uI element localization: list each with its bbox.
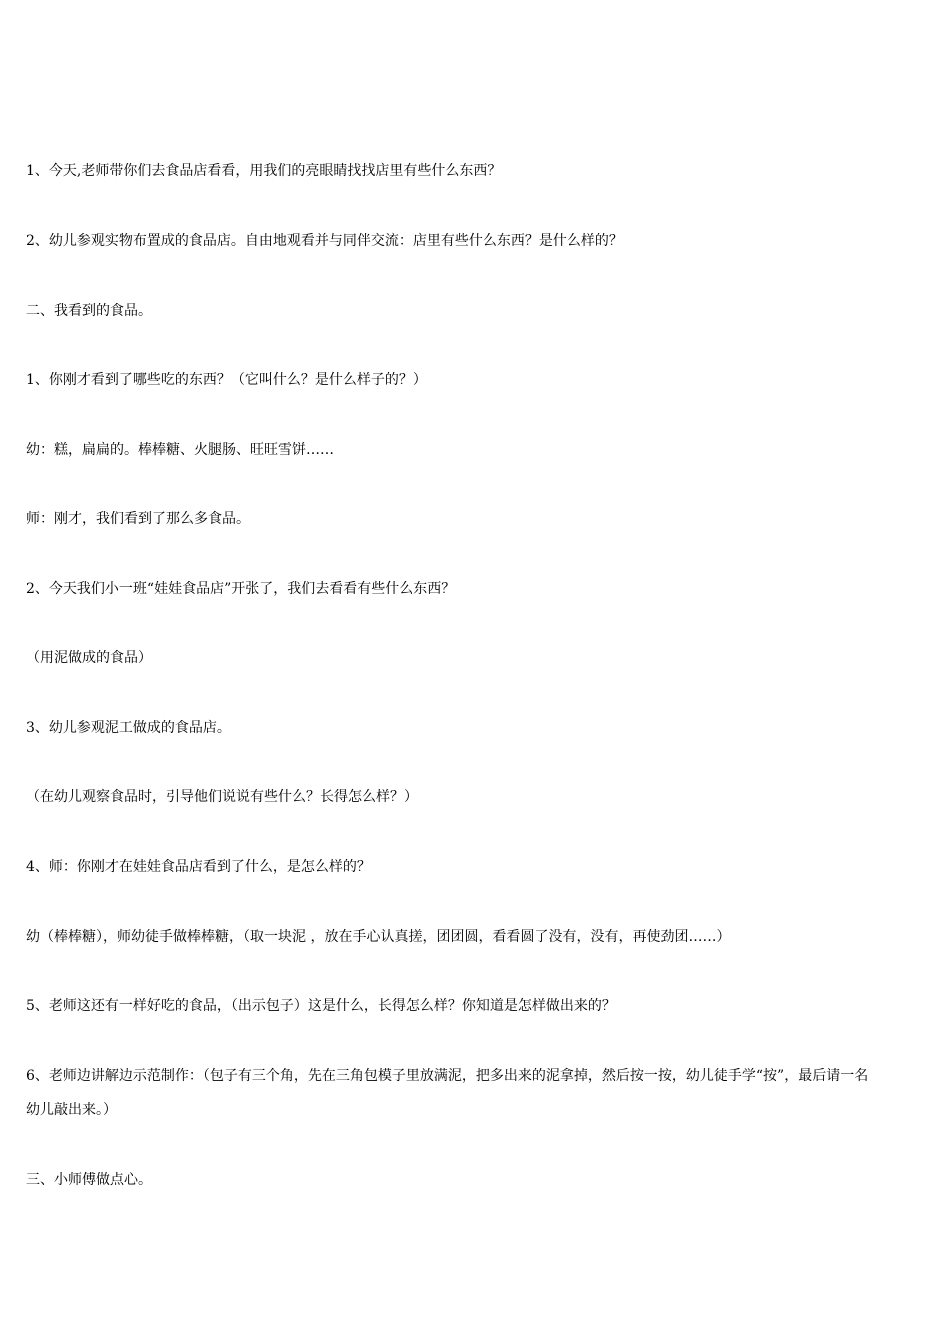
paragraph-11: 幼（棒棒糖），师幼徒手做棒棒糖，（取一块泥 ，放在手心认真搓，团团圆，看看圆了没有，没有，再使劲团……） — [26, 929, 731, 945]
paragraph-7: （用泥做成的食品） — [26, 650, 152, 666]
section-heading-2: 二、我看到的食品。 — [26, 303, 152, 319]
paragraph-12: 5、老师这还有一样好吃的食品，（出示包子）这是什么，长得怎么样？你知道是怎样做出来的？ — [26, 998, 616, 1014]
paragraph-6: 2、今天我们小一班“娃娃食品店”开张了，我们去看看有些什么东西？ — [26, 581, 456, 597]
paragraph-3: 1、你刚才看到了哪些吃的东西？（它叫什么？是什么样子的？） — [26, 372, 427, 388]
paragraph-5: 师：刚才，我们看到了那么多食品。 — [26, 511, 250, 527]
paragraph-4: 幼：糕，扁扁的。棒棒糖、火腿肠、旺旺雪饼…… — [26, 442, 334, 458]
paragraph-1: 1、今天,老师带你们去食品店看看，用我们的亮眼睛找找店里有些什么东西？ — [26, 163, 502, 179]
paragraph-9: （在幼儿观察食品时，引导他们说说有些什么？长得怎么样？） — [26, 789, 418, 805]
paragraph-8: 3、幼儿参观泥工做成的食品店。 — [26, 720, 231, 736]
paragraph-10: 4、师：你刚才在娃娃食品店看到了什么，是怎么样的？ — [26, 859, 371, 875]
paragraph-13: 6、老师边讲解边示范制作：（包子有三个角，先在三角包模子里放满泥，把多出来的泥拿掉，然后按一按，幼儿徒手学“按”，最后请一名幼儿敲出来。） — [26, 1068, 869, 1118]
section-heading-3: 三、小师傅做点心。 — [26, 1172, 152, 1188]
paragraph-2: 2、幼儿参观实物布置成的食品店。自由地观看并与同伴交流：店里有些什么东西？是什么样的？ — [26, 233, 623, 249]
